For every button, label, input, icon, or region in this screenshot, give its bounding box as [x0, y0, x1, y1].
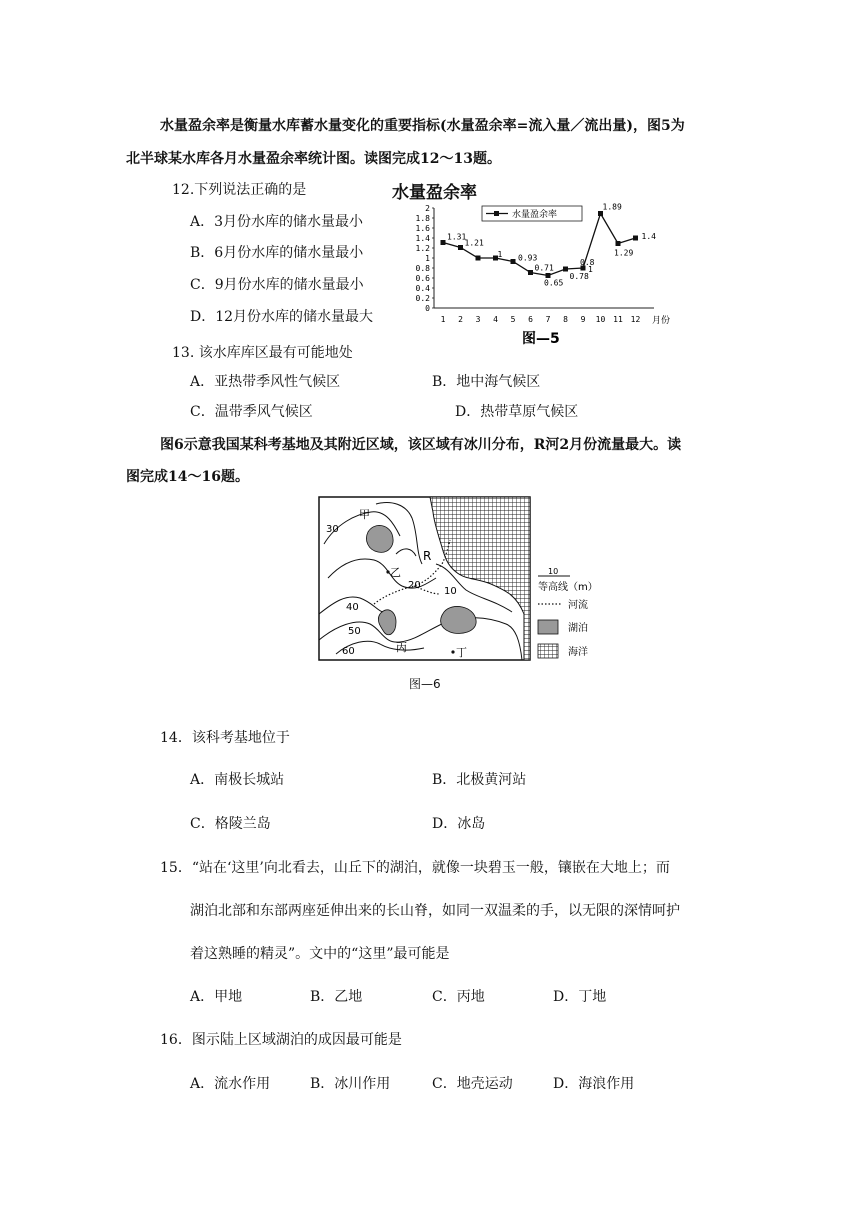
x-tick-label: 9 — [580, 315, 586, 324]
q12-stem: 12.下列说法正确的是 — [172, 182, 307, 198]
data-label: 1.31 — [447, 232, 467, 242]
intro1-line2: 北半球某水库各月水量盈余率统计图。读图完成12～13题。 — [126, 151, 501, 167]
place-bing: 丙 — [396, 641, 407, 654]
x-tick-label: 1 — [440, 315, 446, 324]
y-tick-label: 0.6 — [415, 274, 430, 283]
q13-option-b: B．地中海气候区 — [432, 374, 541, 390]
q14-stem: 14．该科考基地位于 — [160, 730, 290, 746]
data-label: 1 — [588, 265, 593, 274]
x-tick-label: 6 — [528, 315, 533, 324]
legend-contour: 等高线（m） — [538, 582, 598, 593]
legend-contour-value: 10 — [548, 567, 559, 576]
x-tick-label: 2 — [458, 315, 463, 324]
legend-ocean: 海洋 — [568, 647, 588, 658]
y-tick-label: 0.8 — [415, 264, 430, 273]
place-jia: 甲 — [359, 508, 370, 521]
y-tick-label: 0.2 — [415, 294, 430, 303]
data-point — [511, 259, 516, 264]
data-point — [441, 240, 446, 245]
q13-option-d: D．热带草原气候区 — [455, 404, 579, 420]
figure5-caption: 图—5 — [522, 331, 560, 347]
q13-option-a: A．亚热带季风性气候区 — [190, 374, 341, 390]
data-point — [616, 241, 621, 246]
legend-entry: 水量盈余率 — [512, 210, 558, 220]
q12-option-b: B．6月份水库的储水量最小 — [190, 245, 364, 261]
x-tick-label: 12 — [630, 315, 641, 324]
data-label: 0.93 — [518, 253, 538, 263]
q16-option-c: C．地壳运动 — [432, 1076, 513, 1092]
y-tick-label: 1.2 — [415, 244, 430, 253]
x-axis-label: 月份 — [652, 316, 671, 326]
contour-label: 10 — [444, 586, 457, 597]
x-tick-label: 3 — [475, 315, 481, 324]
contour-label: 40 — [346, 602, 359, 613]
x-tick-label: 8 — [563, 315, 568, 324]
q14-option-d: D．冰岛 — [432, 816, 486, 832]
contour-label: 20 — [408, 580, 421, 591]
q15-option-c: C．丙地 — [432, 989, 485, 1005]
y-tick-label: 1.4 — [415, 234, 430, 243]
data-label: 0.8 — [580, 258, 595, 267]
q12-option-a: A．3月份水库的储水量最小 — [190, 214, 364, 230]
q15-line3: 着这熟睡的精灵”。文中的“这里”最可能是 — [190, 946, 450, 962]
data-label: 0.71 — [534, 263, 554, 273]
data-point — [528, 270, 533, 275]
region-map — [316, 494, 626, 668]
x-tick-label: 11 — [613, 315, 623, 324]
data-point — [598, 211, 603, 216]
data-point — [476, 256, 481, 261]
x-tick-label: 5 — [510, 315, 516, 324]
place-yi: 乙 — [390, 566, 401, 579]
q15-option-d: D．丁地 — [553, 989, 607, 1005]
river-label: R — [423, 549, 432, 563]
q16-stem: 16．图示陆上区域湖泊的成因最可能是 — [160, 1032, 402, 1048]
data-label: 1.89 — [602, 202, 622, 212]
x-tick-label: 7 — [545, 315, 551, 324]
data-label: 1.21 — [464, 238, 484, 248]
y-tick-label: 2 — [425, 204, 430, 213]
q13-option-c: C．温带季风气候区 — [190, 404, 313, 420]
data-label: 1.29 — [614, 248, 634, 258]
q15-line2: 湖泊北部和东部两座延伸出来的长山脊，如同一双温柔的手，以无限的深情呵护 — [190, 903, 680, 919]
q14-option-b: B．北极黄河站 — [432, 772, 527, 788]
data-label: 0.78 — [569, 272, 589, 281]
legend-lake: 湖泊 — [568, 623, 588, 634]
intro2-line2: 图完成14～16题。 — [126, 469, 249, 485]
q16-option-d: D．海浪作用 — [553, 1076, 635, 1092]
map-legend — [538, 567, 598, 658]
data-label: 1.4 — [641, 232, 656, 241]
data-point — [633, 236, 638, 241]
y-tick-label: 0.4 — [415, 284, 430, 293]
x-tick-label: 10 — [595, 315, 606, 324]
q14-option-a: A．南极长城站 — [190, 772, 285, 788]
y-tick-label: 1 — [425, 254, 430, 263]
intro2-line1: 图6示意我国某科考基地及其附近区域，该区域有冰川分布，R河2月份流量最大。读 — [160, 437, 682, 453]
q15-option-a: A．甲地 — [190, 989, 243, 1005]
x-tick-label: 4 — [493, 315, 498, 324]
y-tick-label: 0 — [425, 304, 430, 313]
y-tick-label: 1.6 — [415, 224, 430, 233]
q12-option-c: C．9月份水库的储水量最小 — [190, 277, 364, 293]
q16-option-b: B．冰川作用 — [310, 1076, 391, 1092]
data-point — [458, 245, 463, 250]
chart-legend — [482, 206, 582, 221]
figure6-caption: 图—6 — [409, 677, 441, 691]
q14-option-c: C．格陵兰岛 — [190, 816, 271, 832]
data-label: 1 — [497, 250, 503, 259]
q13-stem: 13. 该水库库区最有可能地处 — [172, 345, 353, 361]
intro1-line1: 水量盈余率是衡量水库蓄水量变化的重要指标(水量盈余率=流入量／流出量)，图5为 — [160, 118, 685, 134]
contour-label: 50 — [348, 626, 361, 637]
y-tick-label: 1.8 — [415, 214, 430, 223]
data-point — [563, 267, 568, 272]
q12-option-d: D．12月份水库的储水量最大 — [190, 309, 374, 325]
q15-line1: 15．“站在‘这里’向北看去，山丘下的湖泊，就像一块碧玉一般，镶嵌在大地上；而 — [160, 860, 670, 876]
data-label: 0.65 — [544, 278, 564, 288]
contour-label: 60 — [342, 646, 355, 657]
q15-option-b: B．乙地 — [310, 989, 363, 1005]
lake — [366, 525, 393, 552]
q16-option-a: A．流水作用 — [190, 1076, 271, 1092]
water-surplus-chart — [404, 200, 689, 348]
legend-river: 河流 — [568, 600, 588, 611]
data-point — [546, 273, 551, 278]
contour-label: 30 — [326, 524, 339, 535]
chart-title: 水量盈余率 — [392, 183, 477, 203]
place-ding: 丁 — [456, 646, 467, 659]
